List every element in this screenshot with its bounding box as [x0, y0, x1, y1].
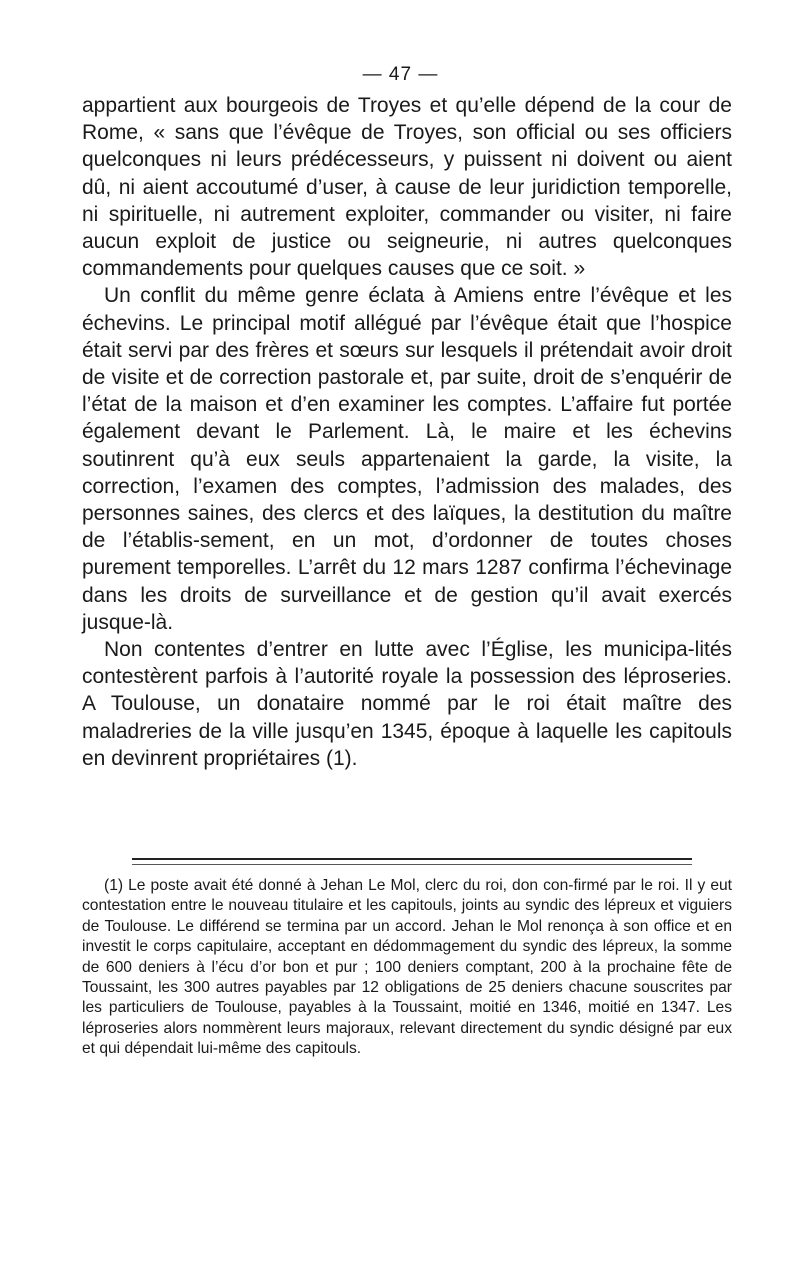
- main-text: [82, 92, 732, 772]
- footnote: [82, 876, 732, 1060]
- paragraph-1: appartient aux bourgeois de Troyes et qu’elle dépend de la cour de Rome, « sans que l’évêque de Troyes, son official ou ses officiers quelconques ni leurs prédécesseurs, y puissent ni doivent ou aient dû, ni aient accoutumé d’user, à cause de leur juridiction temporelle, ni spirituelle, ni autrement exploiter, commander ou visiter, ni faire aucun exploit de justice ou seigneurie, ni autres quelconques commandements pour quelques causes que ce soit. »: [82, 94, 732, 281]
- footnote-divider: [132, 858, 692, 860]
- paragraph-2: Un conflit du même genre éclata à Amiens entre l’évêque et les échevins. Le principal motif allégué par l’évêque était que l’hospice était servi par des frères et sœurs sur lesquels il prétendait avoir droit de visite et de correction pastorale et, par suite, droit de s’enquérir de l’état de la maison et d’en examiner les comptes. L’affaire fut portée également devant le Parlement. Là, le maire et les échevins soutinrent qu’à eux seuls appartenaient la garde, la visite, la correction, l’examen des comptes, l’admission des malades, des personnes saines, des clercs et des laïques, la destitution du maître de l’établis-sement, en un mot, d’ordonner de toutes choses purement temporelles. L’arrêt du 12 mars 1287 confirma l’échevinage dans les droits de surveillance et de gestion qu’il avait exercés jusque-là.: [82, 284, 732, 634]
- footnote-text: (1) Le poste avait été donné à Jehan Le Mol, clerc du roi, don con-firmé par le roi. Il y eut contestation entre le nouveau titulaire et les capitouls, joints au syndic des lépreux et viguiers de Toulouse. Le différend se termina par un accord. Jehan le Mol renonça à son office et en investit le corps capitulaire, acceptant en dédommagement du syndic des lépreux, la somme de 600 deniers à l’écu d’or bon et pur ; 100 deniers comptant, 200 à la prochaine fête de Toussaint, les 300 autres payables par 12 obligations de 25 deniers chacune souscrites par les particuliers de Toulouse, payables à la Toussaint, moitié en 1346, moitié en 1347. Les léproseries alors nommèrent leurs majoraux, relevant directement du syndic désigné par eux et qui dépendait lui-même des capitouls.: [82, 877, 732, 1058]
- page-number: — 47 —: [362, 64, 439, 85]
- paragraph-3: Non contentes d’entrer en lutte avec l’Église, les municipa-lités contestèrent parfois à l’autorité royale la possession des léproseries. A Toulouse, un donataire nommé par le roi était maître des maladreries de la ville jusqu’en 1345, époque à laquelle les capitouls en devinrent propriétaires (1).: [82, 638, 732, 770]
- footnote-divider-thin: [132, 864, 692, 865]
